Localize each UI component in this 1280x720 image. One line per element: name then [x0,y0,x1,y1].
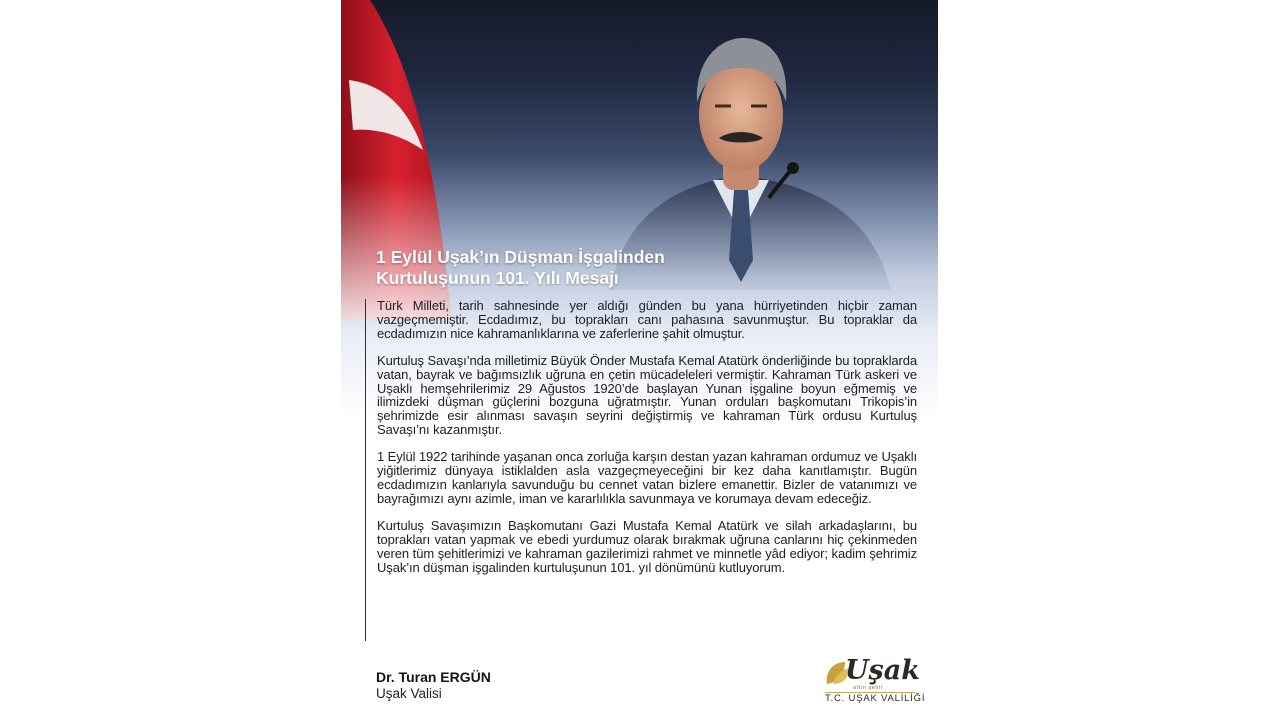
paragraph-2: Kurtuluş Savaşı’nda milletimiz Büyük Önder Mustafa Kemal Atatürk önderliğinde bu topraklarda vatan, bayrak ve bağımsızlık uğruna en çetin mücadeleleri vermiştir. Kahraman Türk askeri ve Uşaklı hemşehrilerimiz 29 Ağustos 1920’de başlayan Yunan işgaline boyun eğmemiş ve ilimizdeki düşman güçlerini bozguna uğratmıştır. Yunan orduları başkomutanı Trikopis’in şehrimizde esir alınması savaşın seyrini değiştirmiş ve kahraman Türk ordusu Kurtuluş Savaşı’nı kazanmıştır. [377,352,917,438]
paragraph-3: 1 Eylül 1922 tarihinde yaşanan onca zorluğa karşın destan yazan kahraman ordumuz ve Uşaklı yiğitlerimiz dünyaya istiklalden asla vazgeçmeyeceğini bir kez daha kanıtlamıştır. Bugün ecdadımızın kanlarıyla savunduğu bu cennet vatan bizlere emanettir. Bizler de vatanımızı ve bayrağımızı aynı azimle, iman ve kararlılıkla savunmaya ve korumaya devam edeceğiz. [377,449,917,506]
usak-valiligi-logo [823,655,926,712]
message-title [376,247,896,289]
signature-name: Dr. Turan ERGÜN [376,669,491,685]
title-line-2: Kurtuluşunun 101. Yılı Mesajı [376,268,619,288]
logo-subtitle: T.C. UŞAK VALİLİĞİ [825,693,926,704]
logo-tagline: altın şehir [853,685,884,691]
logo-wordmark: Uşak [845,655,920,686]
signature-role: Uşak Valisi [376,686,442,701]
message-poster [341,0,938,720]
message-body [365,299,917,641]
paragraph-1: Türk Milleti, tarih sahnesinde yer aldığı günden bu yana hürriyetinden hiçbir zaman vazgeçmemiştir. Ecdadımız, bu toprakları canı pahasına savunmuştur. Bu topraklar da ecdadımızın nice kahramanlıklarına ve zaferlerine şahit olmuştur. [377,298,917,341]
title-line-1: 1 Eylül Uşak’ın Düşman İşgalinden [376,247,665,267]
signature-block [376,669,491,702]
paragraph-4: Kurtuluş Savaşımızın Başkomutanı Gazi Mustafa Kemal Atatürk ve silah arkadaşlarını, bu toprakları vatan yapmak ve ebedi yurdumuz olarak bırakmak uğruna canlarını hiç çekinmeden veren tüm şehitlerimizi ve kahraman gazilerimizi rahmet ve minnetle yâd ediyor; kadim şehrimiz Uşak’ın düşman işgalinden kurtuluşunun 101. yıl dönümünü kutluyorum. [377,517,917,575]
